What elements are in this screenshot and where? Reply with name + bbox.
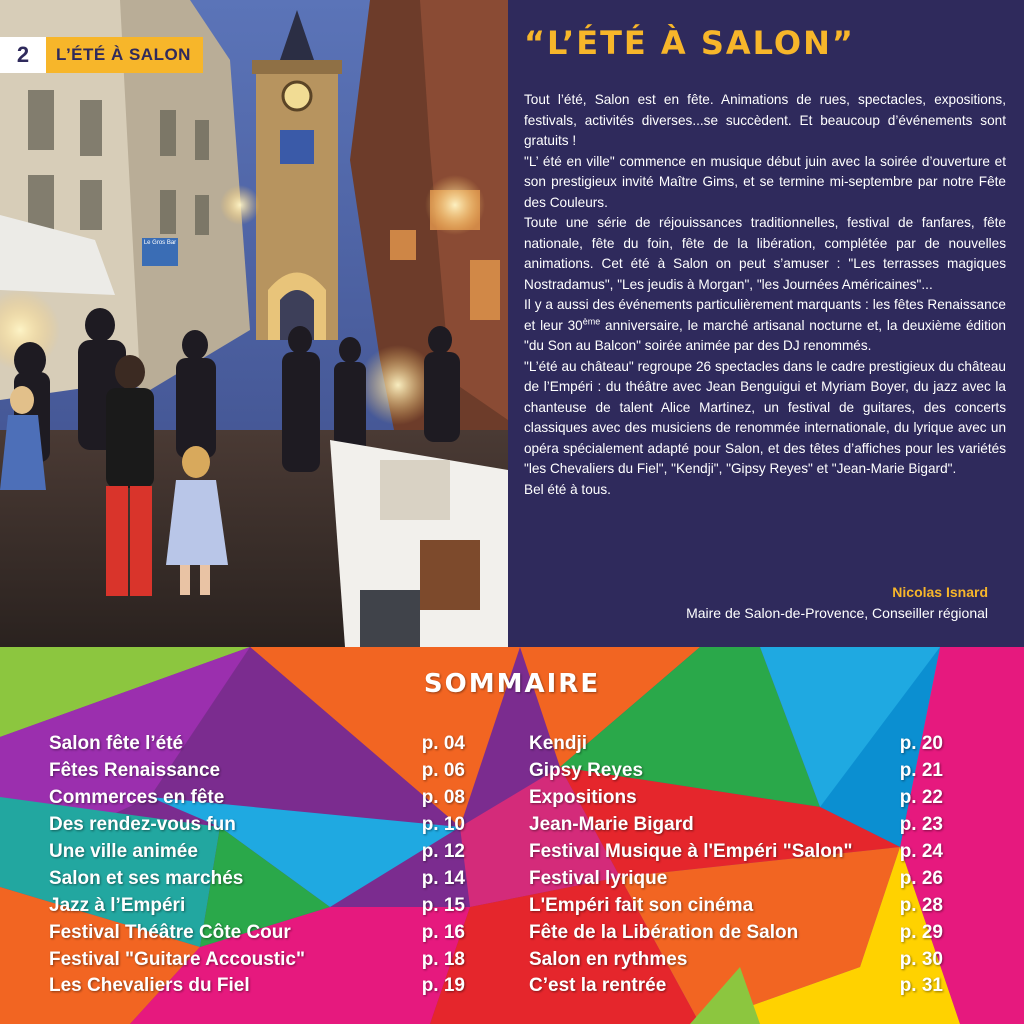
toc-column-right	[529, 731, 943, 1000]
toc-entry-title: Festival "Guitare Accoustic"	[49, 948, 305, 970]
toc-entry[interactable]	[529, 865, 943, 892]
toc-entry-page: p. 08	[421, 787, 465, 809]
toc-entry-title: Festival Théâtre Côte Cour	[49, 921, 291, 943]
table-of-contents	[0, 647, 1024, 1024]
toc-entry-title: Salon en rythmes	[529, 948, 688, 970]
toc-entry-page: p. 23	[899, 814, 943, 836]
editorial-body	[524, 90, 1006, 500]
signature-name: Nicolas Isnard	[892, 584, 988, 600]
toc-entry[interactable]	[49, 865, 465, 892]
toc-entry[interactable]	[529, 946, 943, 973]
toc-entry-title: L'Empéri fait son cinéma	[529, 894, 754, 916]
toc-entry[interactable]	[529, 892, 943, 919]
paragraph-text: anniversaire, le marché artisanal nocturne et, la deuxième édition "du Son au Balcon" soirée animée par des DJ renommés.	[524, 317, 1006, 353]
toc-entry[interactable]	[529, 758, 943, 785]
toc-entry-page: p. 04	[421, 733, 465, 755]
toc-entry-page: p. 21	[899, 760, 943, 782]
toc-entry[interactable]	[49, 973, 465, 1000]
toc-entry-title: Fête de la Libération de Salon	[529, 921, 799, 943]
toc-entry-title: Festival Musique à l'Empéri "Salon"	[529, 841, 853, 862]
toc-entry-page: p. 14	[421, 867, 465, 889]
street-photo	[0, 0, 508, 647]
toc-entry-page: p. 18	[421, 948, 465, 970]
toc-entry-title: Commerces en fête	[49, 787, 225, 809]
toc-entry-title: Des rendez-vous fun	[49, 814, 236, 836]
toc-entry-page: p. 16	[421, 921, 465, 943]
editorial-title: “L’ÉTÉ À SALON”	[524, 24, 855, 62]
toc-entry-title: Kendji	[529, 733, 588, 755]
toc-entry-page: p. 15	[421, 894, 465, 916]
shop-sign-text: Le Gros Bar	[143, 240, 177, 246]
toc-entry-page: p. 26	[899, 867, 943, 889]
editorial-paragraph: "L’été au château" regroupe 26 spectacles dans le cadre prestigieux du château de l’Empéri : du théâtre avec Jean Benguigui et Myriam Boyer, du jazz avec la chanteuse de talent Alice Martinez, un festival de guitares, des concerts classiques avec des musiciens de renommée internationale, du lyrique avec un opéra spécialement adapté pour Salon, et des têtes d’affiches pour les variétés "les Chevaliers du Fiel", "Kendji", "Gipsy Reyes" et "Jean-Marie Bigard".	[524, 358, 1006, 476]
toc-entry-page: p. 29	[899, 921, 943, 943]
sommaire-title: SOMMAIRE	[423, 669, 601, 699]
toc-entry-page: p. 24	[899, 841, 943, 862]
toc-entry-title: Festival lyrique	[529, 867, 668, 889]
toc-entry[interactable]	[49, 785, 465, 812]
toc-entry-title: Les Chevaliers du Fiel	[49, 975, 250, 997]
editorial-paragraph	[524, 295, 1006, 357]
toc-entry[interactable]	[49, 919, 465, 946]
editorial-closing: Bel été à tous.	[524, 481, 611, 497]
toc-entry-title: Salon et ses marchés	[49, 867, 244, 889]
toc-entry[interactable]	[49, 946, 465, 973]
page-number: 2	[0, 37, 46, 73]
evening-street-illustration	[0, 0, 508, 647]
toc-entry-page: p. 31	[899, 975, 943, 997]
editorial-paragraph: Tout l’été, Salon est en fête. Animations de rues, spectacles, expositions, festivals, activités diverses...se succèdent. Et beaucoup d’événements sont gratuits !	[524, 92, 1006, 148]
toc-column-left	[49, 731, 465, 1000]
toc-entry[interactable]	[49, 758, 465, 785]
toc-entry-page: p. 19	[421, 975, 465, 997]
toc-entry-title: Jazz à l’Empéri	[49, 894, 186, 916]
toc-entry-title: C’est la rentrée	[529, 975, 667, 997]
signature-role: Maire de Salon-de-Provence, Conseiller régional	[686, 605, 988, 621]
toc-entry-title: Salon fête l’été	[49, 733, 184, 755]
toc-entry-title: Fêtes Renaissance	[49, 760, 221, 782]
toc-entry-page: p. 28	[899, 894, 943, 916]
toc-entry[interactable]	[529, 973, 943, 1000]
toc-entry-title: Jean-Marie Bigard	[529, 814, 694, 836]
toc-entry[interactable]	[49, 812, 465, 839]
paragraph-text: Il y a aussi des événements particulièrement marquants : les fêtes Renaissance et leur 30	[524, 297, 1006, 333]
toc-entry[interactable]	[49, 731, 465, 758]
toc-entry[interactable]	[529, 839, 943, 866]
toc-entry[interactable]	[529, 785, 943, 812]
editorial-panel	[508, 0, 1024, 647]
toc-entry-title: Une ville animée	[49, 841, 198, 862]
toc-entry-page: p. 20	[899, 733, 943, 755]
toc-entry-page: p. 30	[899, 948, 943, 970]
page-tag	[0, 37, 203, 73]
signature	[686, 582, 988, 624]
toc-entry[interactable]	[529, 731, 943, 758]
toc-entry-page: p. 06	[421, 760, 465, 782]
toc-entry[interactable]	[49, 892, 465, 919]
toc-entry[interactable]	[529, 919, 943, 946]
superscript: ème	[582, 315, 601, 326]
editorial-paragraph: Toute une série de réjouissances traditionnelles, festival de fanfares, fête nationale, fête du foin, fête de la libération, complétée par de nouvelles animations. Cet été à Salon on peut s’amuser : "Les terrasses magiques Nostradamus", "Les jeudis à Morgan", "les Journées Américaines"...	[524, 215, 1006, 292]
toc-entry[interactable]	[529, 812, 943, 839]
toc-entry[interactable]	[49, 839, 465, 866]
toc-entry-title: Gipsy Reyes	[529, 760, 644, 782]
toc-entry-page: p. 12	[421, 841, 465, 862]
editorial-paragraph: "L’ été en ville" commence en musique début juin avec la soirée d’ouverture et son prestigieux invité Maître Gims, et se termine mi-septembre par notre Fête des Couleurs.	[524, 153, 1006, 210]
toc-entry-page: p. 22	[899, 787, 943, 809]
toc-entry-page: p. 10	[421, 814, 465, 836]
toc-entry-title: Expositions	[529, 787, 637, 809]
section-label: L’ÉTÉ À SALON	[46, 37, 203, 73]
